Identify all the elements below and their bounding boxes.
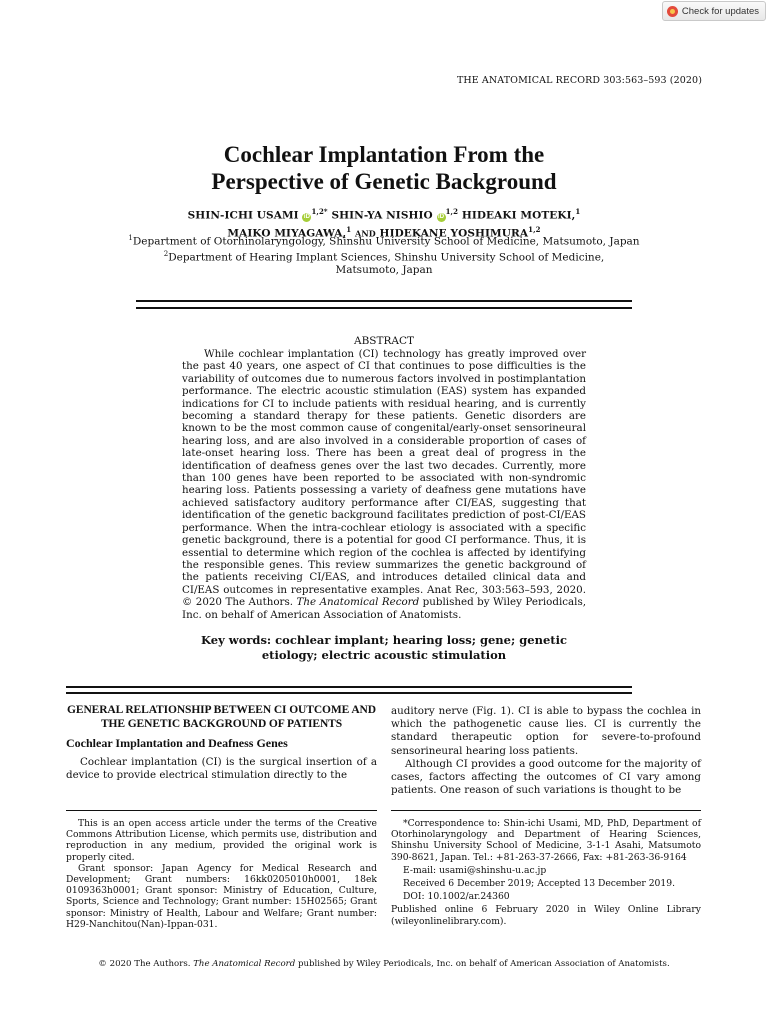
paragraph: auditory nerve (Fig. 1). CI is able to bypass the cochlea in which the pathogenetic cause lies. CI is currently the standard therapeutic option for severe-to-profound sensorineural hearing loss patients.	[391, 705, 701, 757]
journal-reference: THE ANATOMICAL RECORD 303:563–593 (2020)	[456, 75, 702, 86]
paragraph: Although CI provides a good outcome for the majority of cases, factors affecting the outcomes of CI vary among patients. One reason of such variations is thought to be	[391, 757, 701, 797]
footnote-divider	[66, 810, 377, 811]
affiliations	[100, 232, 668, 277]
author-name: MAIKO MIYAGAWA,	[227, 227, 347, 239]
copyright-text: © 2020 The Authors.	[98, 959, 191, 969]
section-heading: GENERAL RELATIONSHIP BETWEEN CI OUTCOME AND THE GENETIC BACKGROUND OF PATIENTS	[67, 704, 376, 730]
title-line-1: Cochlear Implantation From the	[223, 142, 545, 167]
footnote-left	[66, 818, 377, 930]
paragraph: Cochlear implantation (CI) is the surgical insertion of a device to provide electrical stimulation directly to the	[66, 756, 377, 782]
author-affiliation-mark: 1	[346, 224, 352, 234]
author-line-1	[100, 205, 668, 223]
author-name: SHIN-ICHI USAMI	[187, 209, 299, 222]
check-for-updates-label: Check for updates	[681, 5, 759, 17]
subsection-heading: Cochlear Implantation and Deafness Genes	[66, 736, 288, 750]
orcid-icon[interactable]: iD	[303, 213, 311, 220]
left-column	[66, 703, 377, 783]
affiliation-2	[100, 248, 668, 264]
email-note[interactable]: E-mail: usami@shinshu-u.ac.jp	[403, 864, 547, 876]
article-title	[0, 141, 768, 195]
copyright-text: published by Wiley Periodicals, Inc. on behalf of American Association of Anatomists.	[297, 959, 670, 969]
affiliation-text: Department of Otorhinolaryngology, Shinshu University School of Medicine, Matsumoto, Japan	[132, 235, 640, 248]
divider-top	[136, 307, 632, 309]
divider-top	[136, 300, 632, 302]
affiliation-text: Department of Hearing Implant Sciences, Shinshu University School of Medicine,	[168, 251, 605, 264]
author-affiliation-mark: 1,2*	[311, 207, 328, 216]
orcid-icon[interactable]: iD	[437, 213, 445, 220]
author-affiliation-mark: 1,2	[445, 207, 459, 216]
divider-body	[66, 692, 632, 694]
received-note: Received 6 December 2019; Accepted 13 December 2019.	[403, 878, 676, 890]
right-column	[391, 705, 701, 797]
author-affiliation-mark: 1	[575, 207, 581, 216]
divider-body	[66, 686, 632, 688]
affiliation-mark: 1	[128, 234, 133, 242]
footnote-divider	[391, 810, 701, 811]
journal-name: The Anatomical Record	[296, 596, 420, 609]
correspondence-note: *Correspondence to: Shin-ichi Usami, MD, PhD, Department of Otorhinolaryngology and Department of Hearing Sciences, Shinshu University School of Medicine, 3-1-1 Asahi, Matsumoto 390-8621, Japan. Tel.: +81-263-37-2666, Fax: +81-263-36-9164	[391, 818, 701, 863]
author-affiliation-mark: 1,2	[528, 224, 541, 234]
doi-note[interactable]: DOI: 10.1002/ar.24360	[403, 891, 510, 903]
author-name: HIDEAKI MOTEKI,	[461, 209, 576, 222]
check-for-updates-button[interactable]	[662, 1, 766, 21]
affiliation-1	[100, 232, 668, 248]
abstract-text: While cochlear implantation (CI) technology has greatly improved over the past 40 years, one aspect of CI that continues to pose difficulties is the variability of outcomes due to numerous factors involved in postimplantation performance. The electric acoustic stimulation (EAS) system has expanded indications for CI to include patients with residual hearing, and is currently becoming a standard therapy for these patients. Genetic disorders are known to be the most common cause of congenital/early-onset sensorineural hearing loss, and are also involved in a considerable proportion of cases of late-onset hearing loss. There has been a great deal of progress in the identification of deafness genes over the last two decades. Currently, more than 100 genes have been reported to be associated with non-syndromic hearing loss. Patients possessing a variety of deafness gene mutations have achieved satisfactory auditory performance after CI/EAS, suggesting that identification of the genetic background facilitates prediction of post-CI/EAS performance. When the intra-cochlear etiology is associated with a specific genetic background, there is a potential for good CI performance. Thus, it is essential to determine which region of the cochlea is affected by identifying the responsible genes. This review summarizes the genetic background of the patients receiving CI/EAS, and introduces detailed clinical data and CI/EAS outcomes in representative examples. Anat Rec, 303:563–593, 2020. © 2020 The Authors.	[182, 348, 586, 609]
author-name: HIDEKANE YOSHIMURA	[379, 227, 529, 239]
footnote-right	[391, 818, 701, 927]
title-line-2: Perspective of Genetic Background	[211, 169, 557, 194]
author-name: SHIN-YA NISHIO	[331, 209, 433, 222]
published-note: Published online 6 February 2020 in Wiley Online Library (wileyonlinelibrary.com).	[391, 904, 701, 927]
abstract-body	[182, 348, 586, 621]
license-note: This is an open access article under the terms of the Creative Commons Attribution License, which permits use, distribution and reproduction in any medium, provided the original work is properly cited.	[66, 818, 377, 863]
author-conjunction: AND	[355, 228, 376, 238]
affiliation-2-cont: Matsumoto, Japan	[335, 264, 433, 276]
abstract-heading: ABSTRACT	[353, 335, 415, 347]
affiliation-mark: 2	[163, 250, 169, 258]
copyright-footer	[0, 959, 768, 969]
crossmark-icon	[667, 6, 678, 17]
grant-note: Grant sponsor: Japan Agency for Medical Research and Development; Grant numbers: 16kk0205010h0001, 18ek 0109363h0001; Grant sponsor: Ministry of Education, Culture, Sports, Science and Technology; Grant number: 15H02565; Grant sponsor: Ministry of Health, Labour and Welfare; Grant number: H29-Nanchitou(Nan)-Ippan-031.	[66, 862, 377, 930]
journal-name: The Anatomical Record	[193, 959, 296, 969]
keywords: Key words: cochlear implant; hearing loss; gene; genetic etiology; electric acoustic stimulation	[201, 633, 567, 662]
abstract-text: published by Wiley Periodicals, Inc. on behalf of American Association of Anatomists.	[182, 596, 587, 621]
